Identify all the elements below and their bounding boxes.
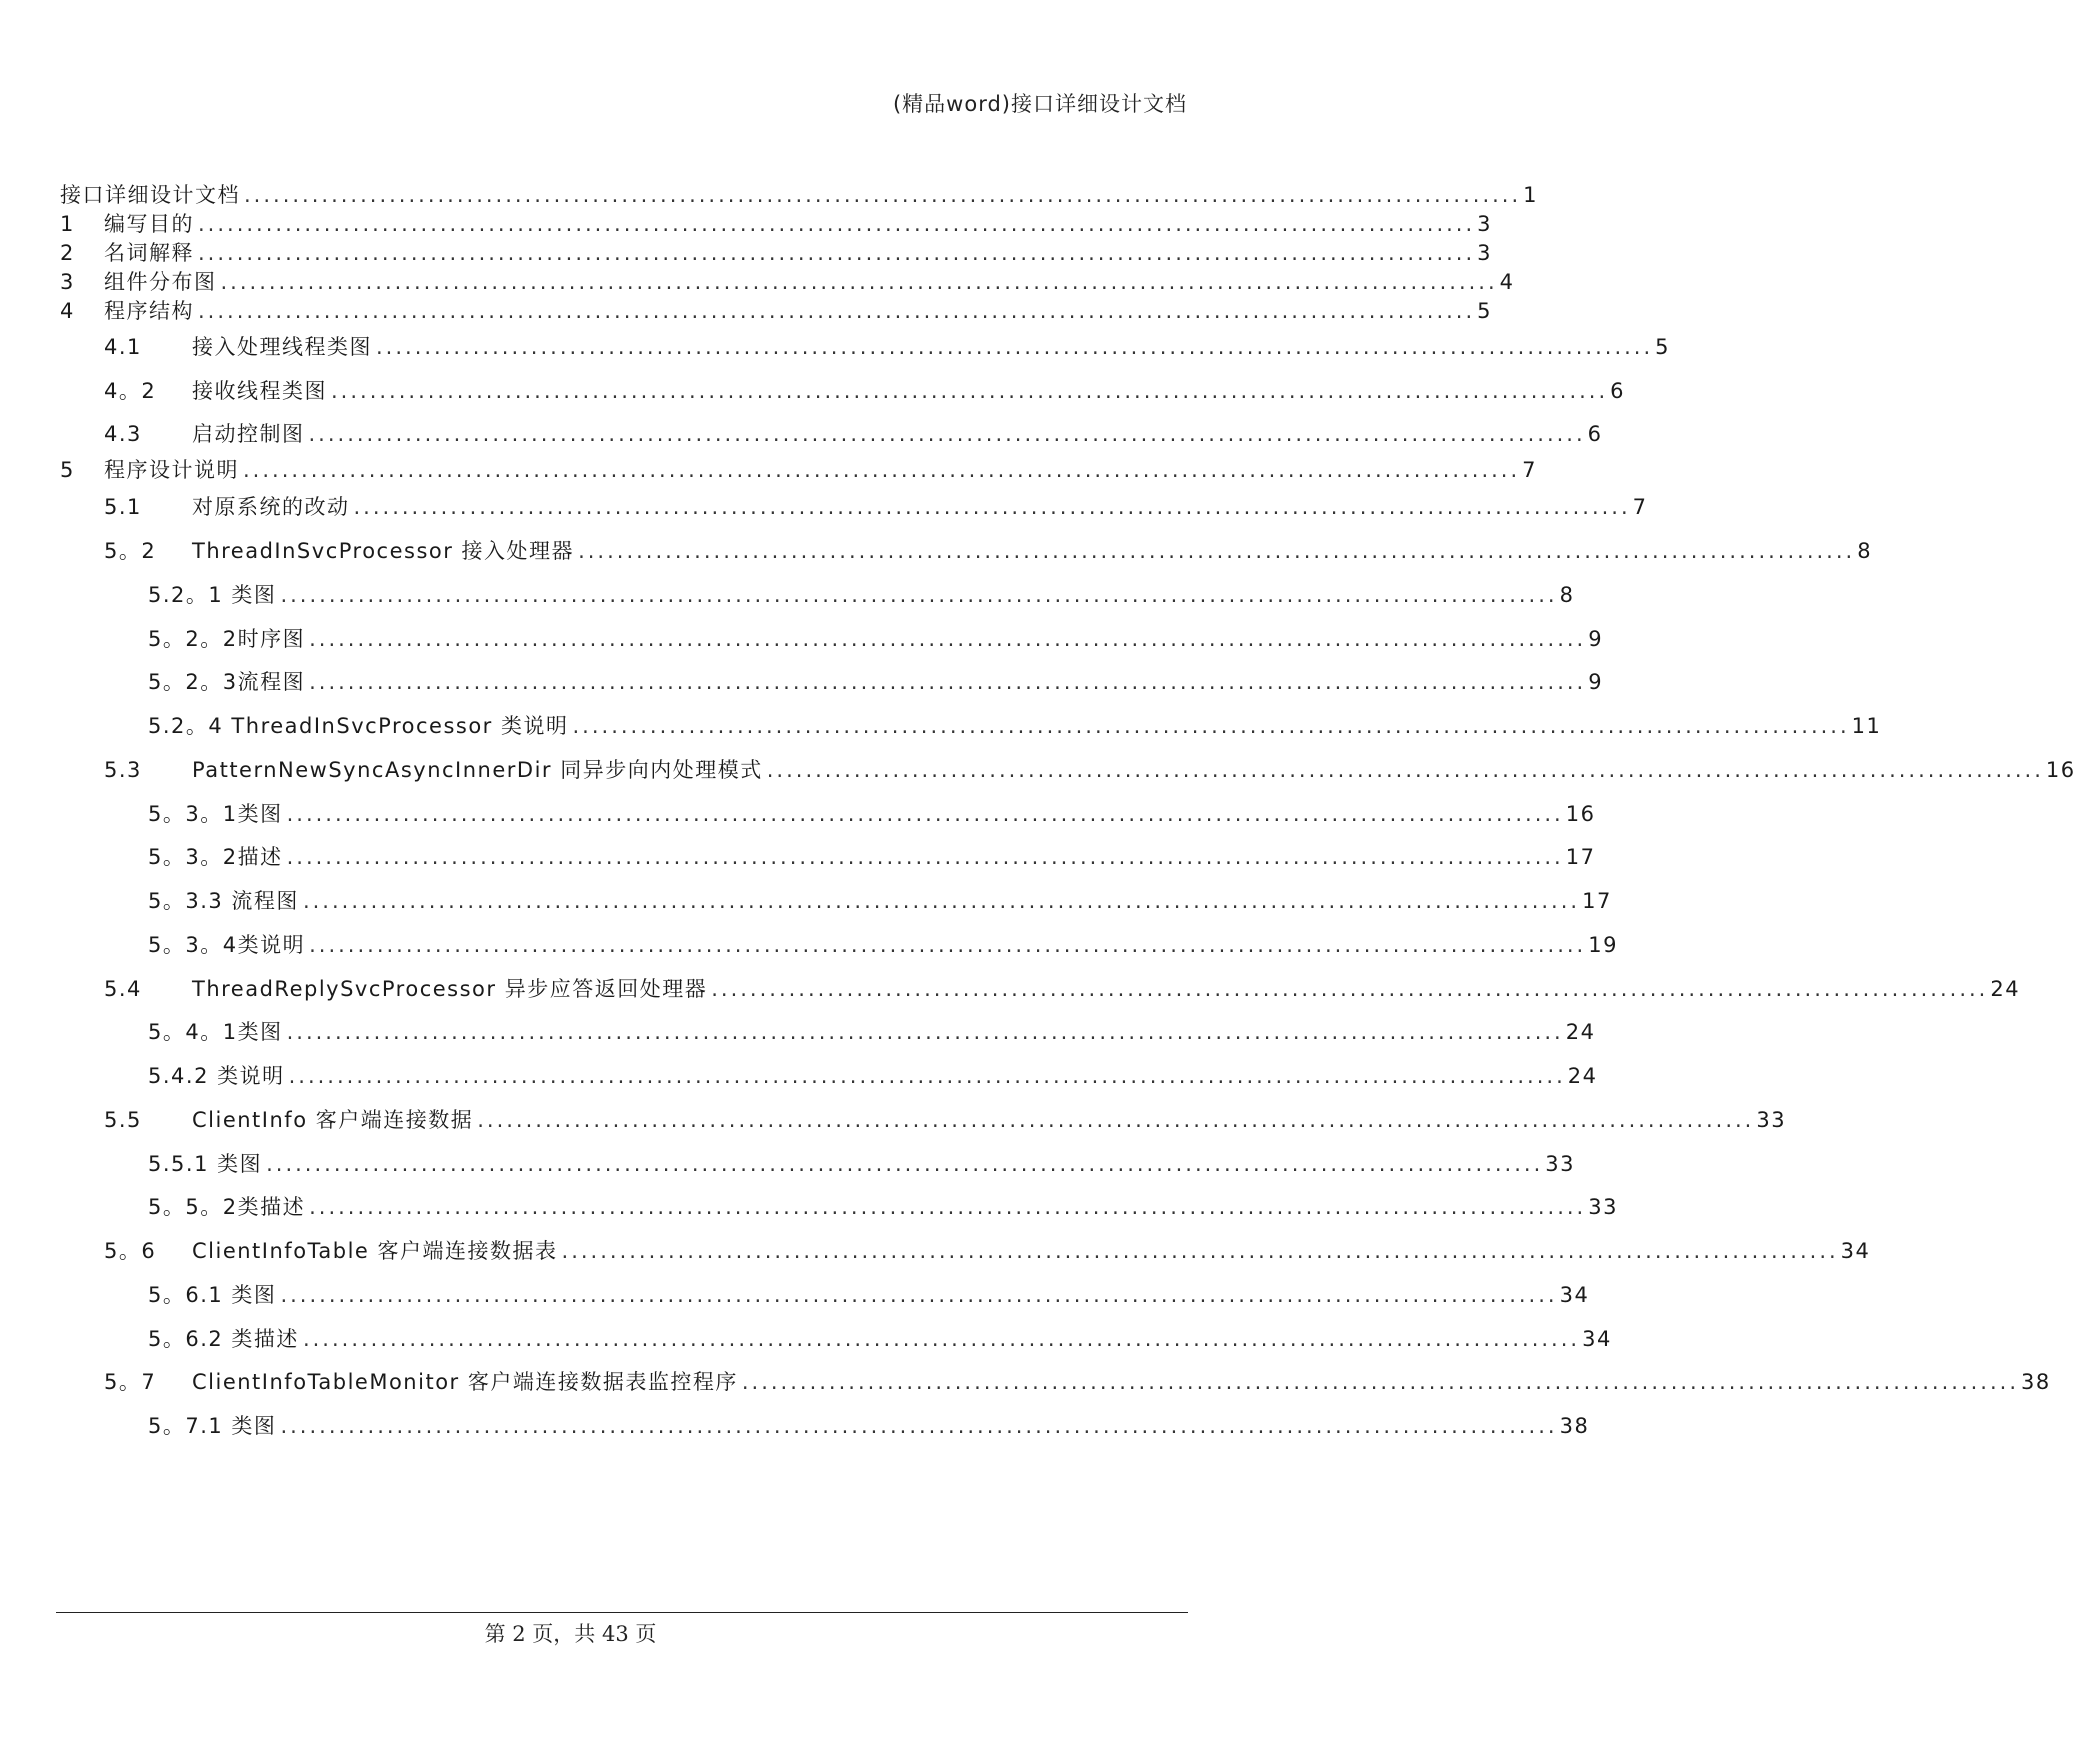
toc-leader-dots: .................................................................................................................................... [309, 933, 1587, 957]
toc-entry[interactable] [104, 332, 1671, 362]
toc-leader-dots: .................................................................................................................................... [286, 845, 1564, 869]
toc-entry-title: 5。6.1 类图 [148, 1283, 277, 1307]
toc-entry-page: 7 [1522, 458, 1538, 482]
toc-leader-dots: .................................................................................................................................... [741, 1370, 2019, 1394]
toc-entry-number: 2 [60, 241, 75, 265]
toc-entry[interactable] [104, 536, 1873, 566]
toc-entry-number: 5。2 [104, 539, 157, 563]
toc-leader-dots: .................................................................................................................................... [302, 1327, 1581, 1351]
toc-entry-title: 接收线程类图 [192, 379, 327, 403]
toc-entry[interactable] [148, 580, 1575, 610]
toc-entry-number: 5。7 [104, 1370, 157, 1394]
toc-entry-title: 5.4.2 类说明 [148, 1064, 285, 1088]
toc-entry-page: 4 [1499, 270, 1515, 294]
toc-leader-dots: .................................................................................................................................... [280, 1283, 1558, 1307]
page-number-footer: 第 2 页，共 43 页 [484, 1622, 657, 1646]
toc-entry-page: 5 [1477, 299, 1493, 323]
toc-entry-page: 33 [1756, 1108, 1787, 1132]
toc-entry[interactable] [148, 930, 1618, 960]
toc-entry-title: 对原系统的改动 [192, 495, 350, 519]
toc-entry[interactable] [148, 624, 1604, 654]
toc-entry-page: 16 [2045, 758, 2076, 782]
toc-leader-dots: .................................................................................................................................... [561, 1239, 1839, 1263]
toc-entry[interactable] [148, 1411, 1590, 1441]
toc-entry-title: 5。3。4类说明 [148, 933, 306, 957]
toc-entry-page: 6 [1587, 422, 1603, 446]
toc-leader-dots: .................................................................................................................................... [331, 379, 1609, 403]
toc-entry-number: 5.4 [104, 977, 142, 1001]
toc-entry-title: 5。2。3流程图 [148, 670, 306, 694]
toc-leader-dots: .................................................................................................................................... [280, 1414, 1558, 1438]
toc-entry-page: 8 [1559, 583, 1575, 607]
toc-entry-title: 名词解释 [104, 241, 194, 265]
toc-leader-dots: .................................................................................................................................... [220, 270, 1498, 294]
toc-entry-title: ClientInfoTable 客户端连接数据表 [192, 1239, 558, 1263]
toc-entry[interactable] [60, 267, 1515, 297]
toc-leader-dots: .................................................................................................................................... [477, 1108, 1755, 1132]
toc-entry-page: 17 [1565, 845, 1596, 869]
toc-entry[interactable] [60, 455, 1538, 485]
toc-entry[interactable] [104, 419, 1603, 449]
toc-leader-dots: .................................................................................................................................... [766, 758, 2044, 782]
toc-entry-page: 16 [1565, 802, 1596, 826]
toc-leader-dots: .................................................................................................................................... [198, 241, 1476, 265]
toc-entry-page: 7 [1632, 495, 1648, 519]
toc-entry-page: 24 [1567, 1064, 1598, 1088]
toc-entry-title: 5。3。1类图 [148, 802, 283, 826]
toc-entry-page: 5 [1655, 335, 1671, 359]
toc-entry[interactable] [148, 1149, 1575, 1179]
toc-entry-title: 编写目的 [104, 212, 194, 236]
toc-leader-dots: .................................................................................................................................... [578, 539, 1856, 563]
toc-entry[interactable] [148, 842, 1596, 872]
toc-entry[interactable] [104, 974, 2021, 1004]
toc-entry-page: 24 [1565, 1020, 1596, 1044]
toc-entry[interactable] [148, 1280, 1590, 1310]
toc-entry-page: 17 [1582, 889, 1612, 913]
toc-entry-title: 5.2。1 类图 [148, 583, 277, 607]
toc-leader-dots: .................................................................................................................................... [308, 422, 1586, 446]
toc-leader-dots: .................................................................................................................................... [353, 495, 1631, 519]
toc-entry-number: 5.3 [104, 758, 142, 782]
toc-entry-page: 9 [1588, 670, 1604, 694]
toc-entry-title: 组件分布图 [104, 270, 217, 294]
toc-entry-title: 5。4。1类图 [148, 1020, 283, 1044]
toc-entry-title: ClientInfo 客户端连接数据 [192, 1108, 474, 1132]
toc-entry-title: PatternNewSyncAsyncInnerDir 同异步向内处理模式 [192, 758, 763, 782]
toc-entry-title: ThreadReplySvcProcessor 异步应答返回处理器 [192, 977, 708, 1001]
toc-entry-page: 38 [2021, 1370, 2051, 1394]
toc-leader-dots: .................................................................................................................................... [309, 670, 1587, 694]
toc-entry[interactable] [148, 1061, 1598, 1091]
toc-entry-title: 5。6.2 类描述 [148, 1327, 299, 1351]
toc-entry[interactable] [60, 238, 1493, 268]
toc-entry-page: 34 [1840, 1239, 1871, 1263]
toc-entry-number: 1 [60, 212, 75, 236]
toc-entry[interactable] [148, 667, 1604, 697]
toc-entry-title: 5.2。4 ThreadInSvcProcessor 类说明 [148, 714, 569, 738]
toc-entry-title: 程序结构 [104, 299, 194, 323]
toc-entry-title: ThreadInSvcProcessor 接入处理器 [192, 539, 575, 563]
toc-entry[interactable] [60, 209, 1493, 239]
toc-entry-title: 5。5。2类描述 [148, 1195, 306, 1219]
toc-entry-title: 5.5.1 类图 [148, 1152, 263, 1176]
toc-leader-dots: .................................................................................................................................... [286, 1020, 1564, 1044]
toc-leader-dots: .................................................................................................................................... [309, 1195, 1587, 1219]
toc-entry[interactable] [104, 1105, 1787, 1135]
toc-entry-page: 9 [1588, 627, 1604, 651]
toc-entry[interactable] [104, 376, 1626, 406]
toc-entry[interactable] [104, 1367, 2051, 1397]
toc-entry-page: 38 [1559, 1414, 1590, 1438]
toc-entry-page: 3 [1477, 241, 1493, 265]
toc-entry-page: 24 [1990, 977, 2021, 1001]
toc-leader-dots: .................................................................................................................................... [288, 1064, 1566, 1088]
toc-entry-title: 5。3.3 流程图 [148, 889, 299, 913]
toc-leader-dots: .................................................................................................................................... [286, 802, 1564, 826]
toc-entry-number: 4 [60, 299, 75, 323]
toc-leader-dots: .................................................................................................................................... [198, 299, 1476, 323]
toc-leader-dots: .................................................................................................................................... [198, 212, 1476, 236]
toc-entry-number: 5.5 [104, 1108, 142, 1132]
toc-entry[interactable] [148, 711, 1882, 741]
toc-entry-number: 5.1 [104, 495, 142, 519]
toc-entry-title: 5。7.1 类图 [148, 1414, 277, 1438]
toc-entry[interactable] [148, 1324, 1612, 1354]
toc-entry-title: 5。3。2描述 [148, 845, 283, 869]
toc-leader-dots: .................................................................................................................................... [280, 583, 1558, 607]
toc-entry-page: 6 [1610, 379, 1626, 403]
toc-leader-dots: .................................................................................................................................... [711, 977, 1989, 1001]
toc-leader-dots: .................................................................................................................................... [243, 458, 1521, 482]
toc-leader-dots: .................................................................................................................................... [376, 335, 1654, 359]
toc-entry-title: 接口详细设计文档 [60, 183, 240, 207]
toc-leader-dots: .................................................................................................................................... [244, 183, 1522, 207]
toc-entry-title: 启动控制图 [192, 422, 305, 446]
toc-entry-page: 19 [1588, 933, 1618, 957]
toc-entry[interactable] [148, 886, 1612, 916]
toc-leader-dots: .................................................................................................................................... [572, 714, 1850, 738]
toc-entry-page: 33 [1588, 1195, 1618, 1219]
toc-entry-page: 11 [1851, 714, 1882, 738]
toc-entry-page: 3 [1477, 212, 1493, 236]
toc-entry-number: 3 [60, 270, 75, 294]
running-header: (精品word)接口详细设计文档 [892, 92, 1187, 116]
toc-entry-number: 5 [60, 458, 75, 482]
toc-leader-dots: .................................................................................................................................... [266, 1152, 1544, 1176]
toc-entry-number: 5。6 [104, 1239, 157, 1263]
toc-entry-page: 1 [1523, 183, 1539, 207]
toc-entry[interactable] [60, 180, 1539, 210]
toc-entry[interactable] [104, 492, 1648, 522]
toc-entry-number: 4.3 [104, 422, 142, 446]
toc-entry-page: 33 [1545, 1152, 1575, 1176]
toc-entry[interactable] [148, 1192, 1618, 1222]
toc-entry-page: 34 [1559, 1283, 1590, 1307]
toc-entry-title: ClientInfoTableMonitor 客户端连接数据表监控程序 [192, 1370, 738, 1394]
toc-entry[interactable] [148, 1017, 1596, 1047]
toc-entry-number: 4.1 [104, 335, 142, 359]
toc-entry[interactable] [148, 799, 1596, 829]
toc-entry[interactable] [104, 755, 2076, 785]
footer-divider [56, 1612, 1188, 1613]
toc-entry-title: 5。2。2时序图 [148, 627, 306, 651]
toc-leader-dots: .................................................................................................................................... [309, 627, 1587, 651]
toc-entry-title: 接入处理线程类图 [192, 335, 372, 359]
toc-entry-page: 8 [1857, 539, 1873, 563]
toc-entry-page: 34 [1582, 1327, 1612, 1351]
toc-entry[interactable] [104, 1236, 1871, 1266]
toc-leader-dots: .................................................................................................................................... [302, 889, 1581, 913]
toc-entry[interactable] [60, 296, 1493, 326]
toc-entry-number: 4。2 [104, 379, 157, 403]
toc-entry-title: 程序设计说明 [104, 458, 239, 482]
